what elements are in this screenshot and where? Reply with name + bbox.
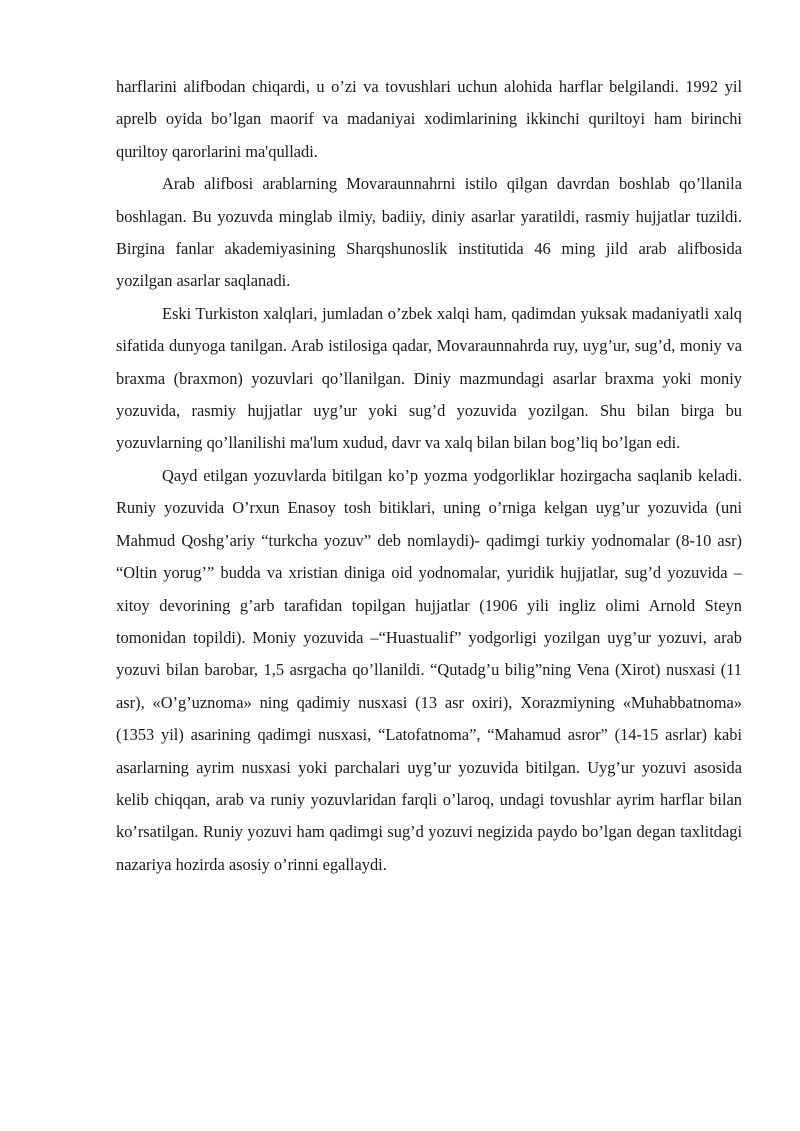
- paragraph-continuation: harflarini alifbodan chiqardi, u o’zi va tovushlari uchun alohida harflar belgilandi. 1992 yil aprelb oyida bo’lgan maorif va madaniyai xodimlarining ikkinchi quriltoyi ham birinchi quriltoy qarorlarini ma'qulladi.: [116, 77, 742, 161]
- document-page: [116, 71, 742, 881]
- paragraph-turkestan-peoples: Eski Turkiston xalqlari, jumladan o’zbek xalqi ham, qadimdan yuksak madaniyatli xalq sifatida dunyoga tanilgan. Arab istilosiga qadar, Movaraunnahrda ruy, uyg’ur, sug’d, moniy va braxma (braxmon) yozuvlari qo’llanilgan. Diniy mazmundagi asarlar braxma yoki moniy yozuvida, rasmiy hujjatlar uyg’ur yoki sug’d yozuvida yozilgan. Shu bilan birga bu yozuvlarning qo’llanilishi ma'lum xudud, davr va xalq bilan bilan bog’liq bo’lgan edi.: [116, 303, 742, 453]
- paragraph-arab-alphabet: Arab alifbosi arablarning Movaraunnahrni istilo qilgan davrdan boshlab qo’llanila boshlagan. Bu yozuvda minglab ilmiy, badiiy, diniy asarlar yaratildi, rasmiy hujjatlar tuzildi. Birgina fanlar akademiyasining Sharqshunoslik institutida 46 ming jild arab alifbosida yozilgan asarlar saqlanadi.: [116, 174, 742, 291]
- paragraph-written-monuments: Qayd etilgan yozuvlarda bitilgan ko’p yozma yodgorliklar hozirgacha saqlanib keladi. Runiy yozuvida O’rxun Enasoy tosh bitiklari, uning o’rniga kelgan uyg’ur yozuvida (uni Mahmud Qoshg’ariy “turkcha yozuv” deb nomlaydi)- qadimgi turkiy yodnomalar (8-10 asr) “Oltin yorug’” budda va xristian diniga oid yodnomalar, yuridik hujjatlar, sug’d yozuvida –xitoy devorining g’arb tarafidan topilgan hujjatlar (1906 yili ingliz olimi Arnold Steyn tomonidan topildi). Moniy yozuvida –“Huastualif” yodgorligi yozilgan uyg’ur yozuvi, arab yozuvi bilan barobar, 1,5 asrgacha qo’llanildi. “Qutadg’u bilig”ning Vena (Xirot) nusxasi (11 asr), «O’g’uznoma» ning qadimiy nusxasi (13 asr oxiri), Xorazmiyning «Muhabbatnoma» (1353 yil) asarining qadimgi nusxasi, “Latofatnoma”, “Mahamud asror” (14-15 asrlar) kabi asarlarning ayrim nusxasi yoki parchalari uyg’ur yozuvida bitilgan. Uyg’ur yozuvi asosida kelib chiqqan, arab va runiy yozuvlaridan farqli o’laroq, undagi tovushlar ayrim harflar bilan ko’rsatilgan. Runiy yozuvi ham qadimgi sug’d yozuvi negizida paydo bo’lgan degan taxlitdagi nazariya hozirda asosiy o’rinni egallaydi.: [116, 465, 742, 874]
